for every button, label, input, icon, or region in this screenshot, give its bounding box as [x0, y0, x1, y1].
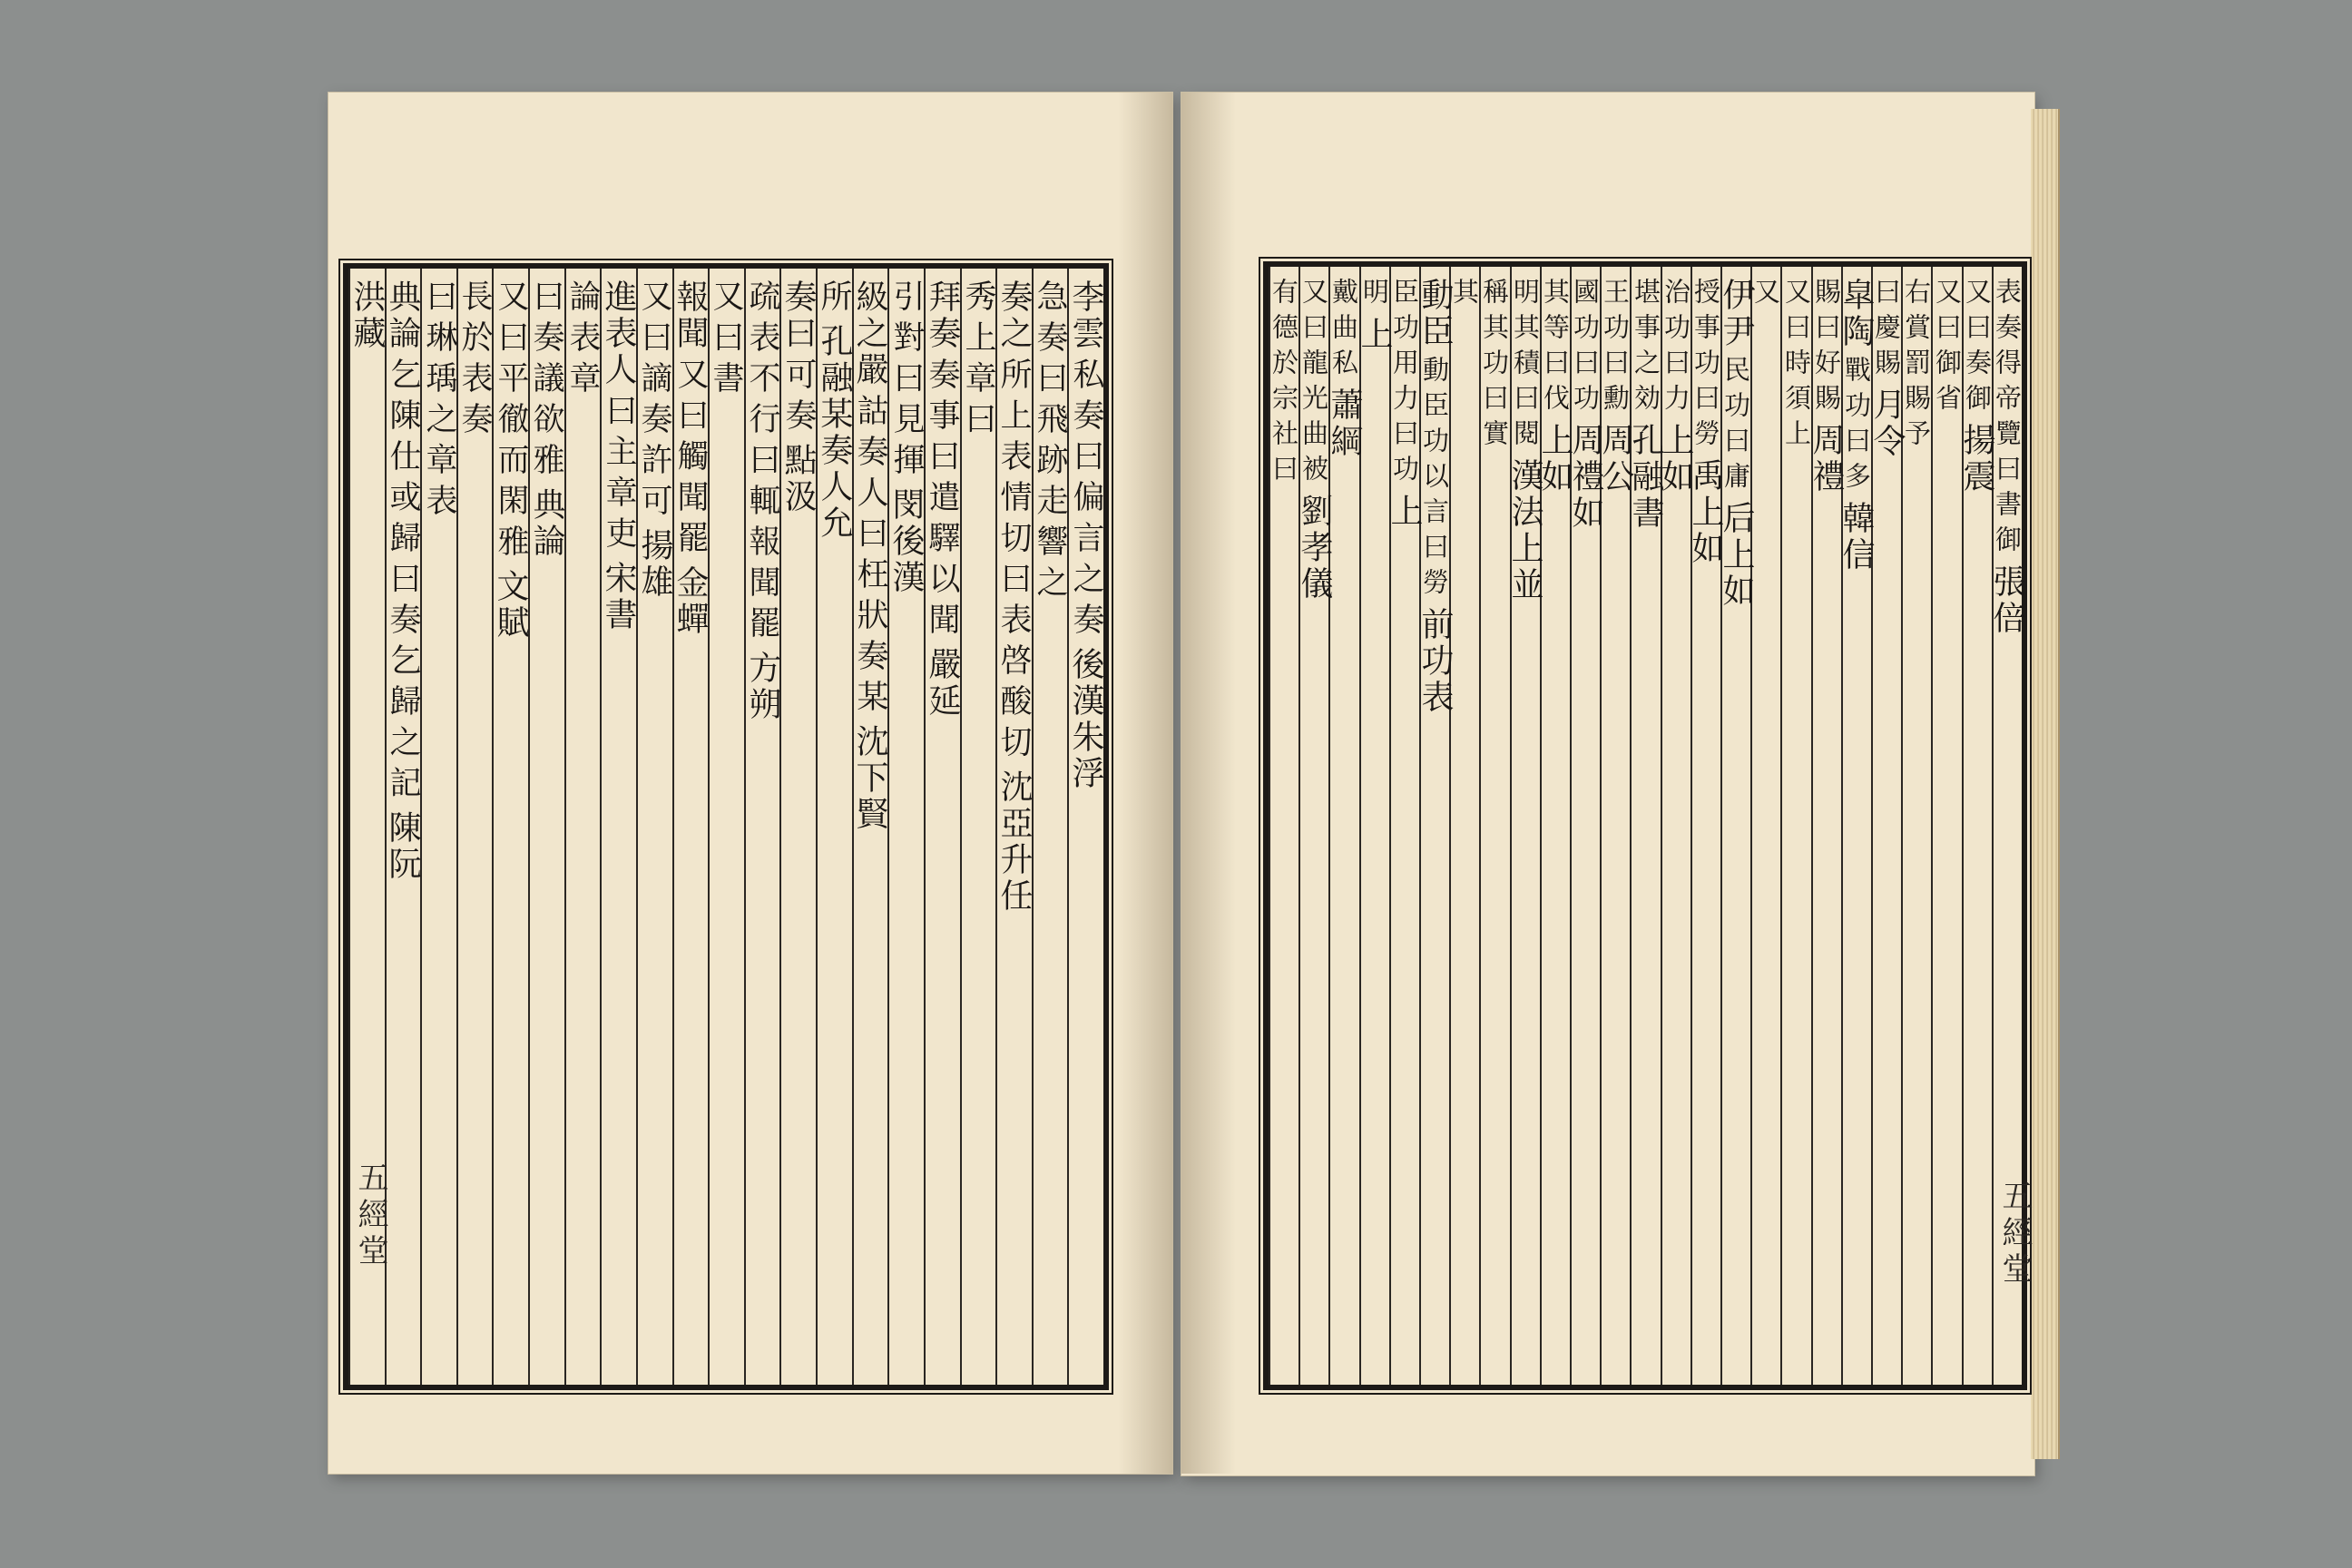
- left-note: 金蟬: [671, 565, 709, 638]
- left-text-column: 曰主章吏: [601, 394, 637, 557]
- left-text-column: 所上表情切曰表啓酸切: [995, 358, 1032, 766]
- right-text-column: 稱其功曰實: [1479, 278, 1510, 455]
- right-text-column: 又: [1750, 278, 1781, 313]
- right-note: 上如: [1536, 423, 1573, 495]
- right-note: 蕭綱: [1326, 387, 1363, 460]
- right-text-column: 明: [1359, 278, 1390, 313]
- right-text-column: 授事功曰勞: [1690, 278, 1721, 455]
- right-note: 動臣: [1416, 278, 1454, 350]
- right-note: 伊尹: [1718, 278, 1755, 350]
- right-text-column: 民功曰庸: [1720, 356, 1751, 497]
- gutter-shadow-left: [1118, 93, 1172, 1474]
- right-banxin: 五經堂: [1996, 1180, 2033, 1289]
- left-note: 宋書: [600, 561, 637, 633]
- left-note: 典論: [384, 279, 421, 352]
- right-text-column: 戴曲私: [1328, 278, 1359, 384]
- right-text-column: 臣功用力曰功: [1389, 278, 1420, 490]
- left-text-column: 曰琳瑀之章表: [421, 279, 457, 524]
- right-text-column: 又曰御省: [1932, 278, 1963, 419]
- right-text-column: 動臣功以言曰勞: [1419, 356, 1450, 603]
- right-note: 前功表: [1416, 607, 1454, 716]
- left-note: 閔後漢: [887, 487, 925, 596]
- right-text-frame: [1263, 261, 2027, 1390]
- right-note: 漢法上並: [1506, 458, 1544, 603]
- right-note: 上: [1386, 494, 1423, 530]
- left-column-rule: [564, 269, 566, 1385]
- right-note: 劉孝儀: [1296, 494, 1333, 603]
- left-text-column: 論表章: [564, 279, 601, 402]
- left-note: 奏曰: [779, 279, 817, 352]
- left-note: 級之嚴: [851, 279, 888, 388]
- left-text-column: 秀上章曰: [960, 279, 996, 443]
- left-note: 陳阮: [384, 810, 421, 883]
- right-text-column: 戰功曰多: [1841, 356, 1872, 497]
- right-note: 韓信: [1838, 501, 1875, 573]
- right-text-column: 表奏得帝覽曰書御: [1992, 278, 2023, 561]
- left-text-column: 又曰平徹而閑雅: [493, 279, 529, 565]
- left-note: 後漢朱浮: [1067, 647, 1104, 792]
- right-text-column: 堪事之効: [1631, 278, 1661, 419]
- left-text-column: 乞陳仕或歸曰奏乞歸之記: [385, 358, 421, 807]
- right-note: 孔融書: [1627, 423, 1664, 532]
- right-note: 月令: [1868, 387, 1906, 460]
- right-note: 周公: [1597, 423, 1634, 495]
- left-text-column: 急奏曰飛跡走響之: [1032, 279, 1068, 606]
- left-text-column: 長於表奏: [456, 279, 493, 443]
- left-text-column: 所: [816, 279, 852, 320]
- left-text-column: 又曰觸聞罷: [672, 358, 709, 562]
- left-note: 典論: [528, 487, 565, 560]
- right-note: 禹上如: [1687, 458, 1724, 567]
- left-text-column: 詁奏人曰枉狀奏某: [852, 394, 888, 720]
- right-note: 上: [1356, 317, 1393, 353]
- left-text-column: 曰奏議欲雅: [528, 279, 564, 484]
- left-text-column: 私奏曰偏言之奏: [1068, 358, 1104, 643]
- right-text-column: 有德於宗社曰: [1269, 278, 1299, 490]
- left-text-column: 奏事曰遣驛以聞: [924, 358, 960, 643]
- right-text-column: 又曰時須上: [1781, 278, 1812, 455]
- right-note: 揚震: [1958, 423, 1995, 495]
- left-text-column: 又曰謫奏許可: [636, 279, 672, 524]
- left-text-column: 疏表不行曰輒報聞罷: [744, 279, 780, 647]
- left-note: 揚雄: [636, 528, 673, 601]
- gutter-shadow-right: [1181, 93, 1236, 1474]
- left-note: 文賦: [492, 569, 529, 642]
- right-note: 皐陶: [1838, 278, 1875, 350]
- left-note: 進表人: [600, 279, 637, 388]
- right-text-column: 賜曰好賜: [1811, 278, 1842, 419]
- left-note: 奏之: [995, 279, 1033, 352]
- left-text-column: 可奏: [780, 358, 817, 439]
- right-text-column: 其等曰伐: [1540, 278, 1571, 419]
- right-note: 上如: [1657, 423, 1694, 495]
- left-note: 點汲: [779, 443, 817, 515]
- left-text-column: 又曰書: [708, 279, 744, 402]
- left-note: 李雲: [1067, 279, 1104, 352]
- right-text-column: 治功曰力: [1661, 278, 1691, 419]
- right-note: 周禮如: [1567, 423, 1604, 532]
- left-text-column: 引對曰見揮: [888, 279, 925, 484]
- right-text-column: 國功曰功: [1570, 278, 1601, 419]
- right-text-column: 其: [1449, 278, 1480, 313]
- left-note: 沈下賢: [851, 724, 888, 833]
- right-note: 后上如: [1718, 501, 1755, 610]
- left-note: 洪藏: [348, 279, 386, 352]
- left-note: 報聞: [671, 279, 709, 352]
- left-note: 沈亞升任: [995, 769, 1033, 915]
- left-note: 嚴延: [924, 647, 961, 720]
- right-text-column: 明其積曰閱: [1510, 278, 1541, 455]
- left-note: 拜奏: [924, 279, 961, 352]
- left-banxin: 五經堂: [352, 1161, 388, 1270]
- left-text-frame: [343, 263, 1109, 1390]
- right-text-column: 又曰奏御: [1962, 278, 1993, 419]
- right-text-column: 曰慶賜: [1871, 278, 1902, 384]
- right-note: 張倍: [1988, 564, 2025, 637]
- left-note: 方朔: [744, 651, 781, 723]
- right-text-column: 又曰龍光曲被: [1298, 278, 1329, 490]
- right-note: 周禮: [1808, 423, 1845, 495]
- right-text-column: 右賞罰賜予: [1901, 278, 1932, 455]
- right-text-column: 王功曰勳: [1600, 278, 1631, 419]
- left-note: 孔融某奏人允: [816, 324, 853, 542]
